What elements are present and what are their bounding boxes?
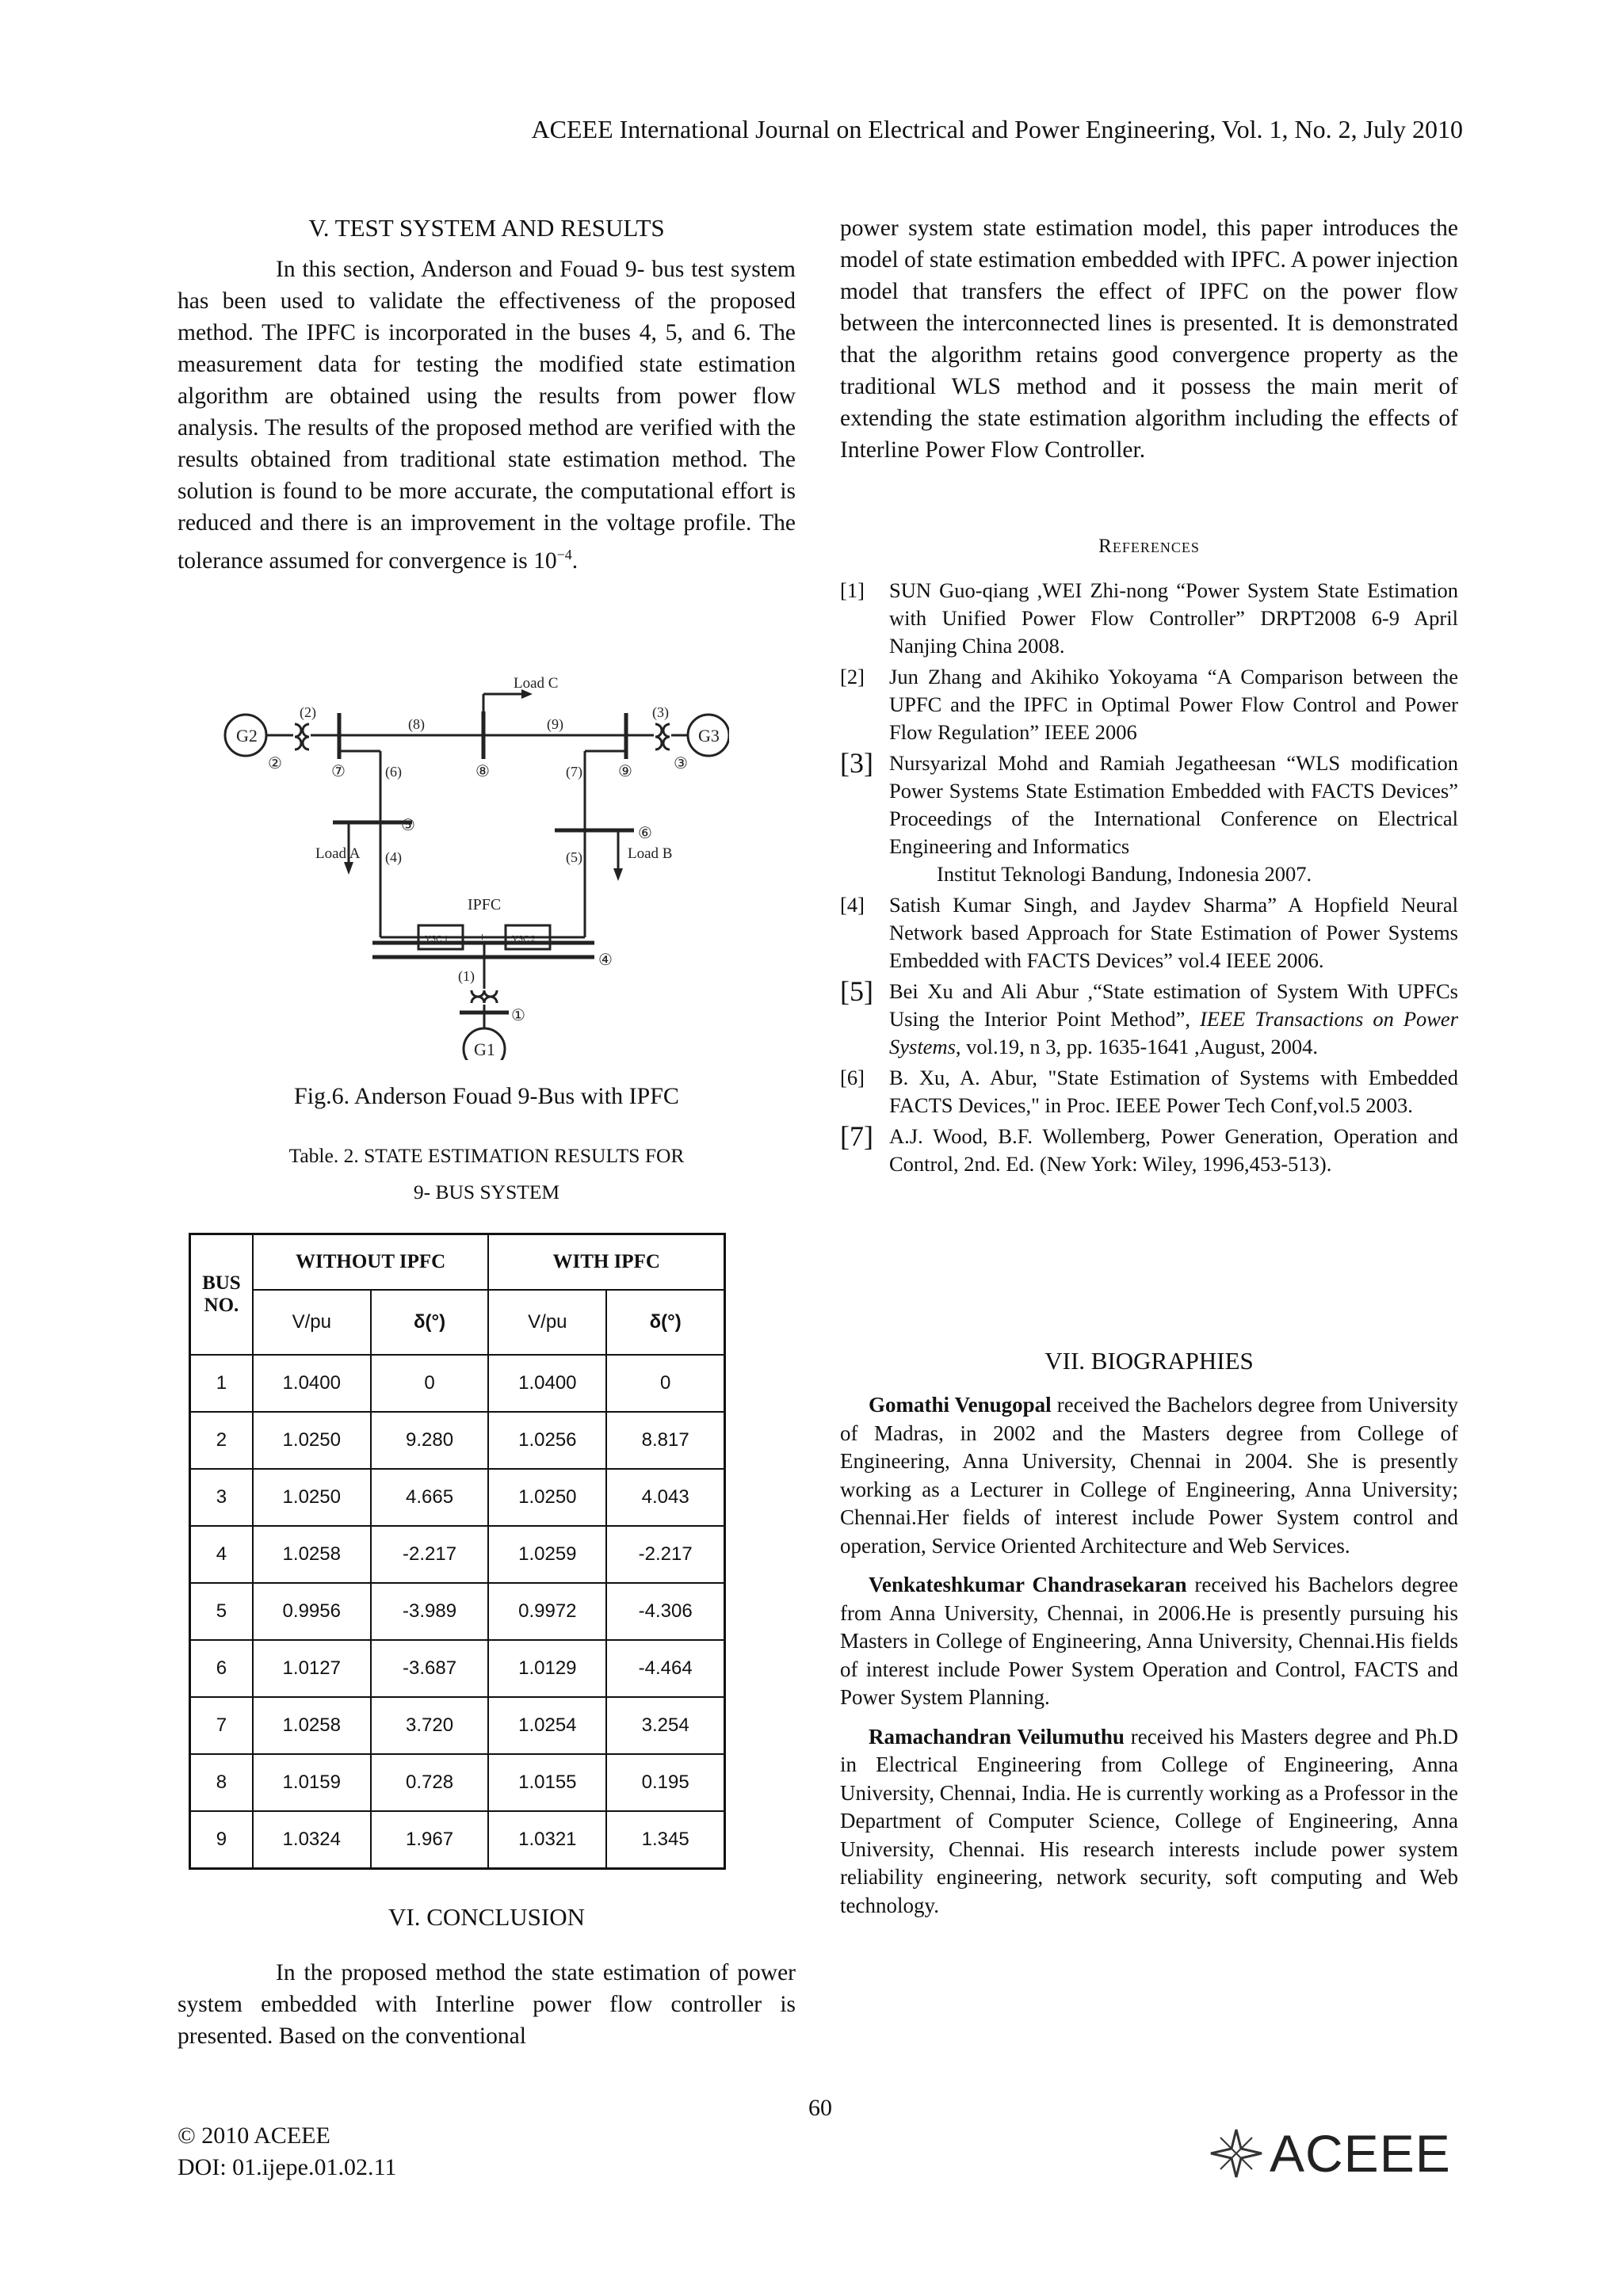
aceee-star-icon: [1205, 2125, 1268, 2180]
table-cell: 3.720: [371, 1697, 489, 1754]
footer-copyright: © 2010 ACEEE DOI: 01.ijepe.01.02.11: [178, 2122, 397, 2180]
table-cell: 4: [190, 1526, 253, 1583]
table-cell: 1.0155: [488, 1754, 606, 1811]
biographies: [840, 1391, 1458, 1920]
svg-text:③: ③: [674, 755, 688, 772]
table-cell: 1.0321: [488, 1811, 606, 1869]
table-row: [190, 1526, 725, 1583]
table-cell: 1.967: [371, 1811, 489, 1869]
table-cell: -4.306: [606, 1583, 724, 1640]
reference-item: [4] Satish Kumar Singh, and Jaydev Sharma” A Hopfield Neural Network based Approach for State Estimation of Power Systems Embedded with FACTS Devices” vol.4 IEEE 2006.: [840, 893, 1458, 972]
table-cell: 5: [190, 1583, 253, 1640]
svg-text:VSC 1: VSC 1: [425, 934, 449, 944]
table-cell: -3.687: [371, 1640, 489, 1697]
svg-text:④: ④: [598, 952, 613, 969]
table-cell: 1.0254: [488, 1697, 606, 1754]
section-5: [178, 212, 796, 577]
table-cell: 1.0127: [253, 1640, 371, 1697]
svg-text:(7): (7): [566, 764, 582, 780]
aceee-logo: ACEEE: [1205, 2117, 1458, 2188]
without-ipfc-header: WITHOUT IPFC: [253, 1234, 489, 1290]
table-cell: 1.0250: [488, 1469, 606, 1526]
table-caption: Table. 2. STATE ESTIMATION RESULTS FOR 9- BUS SYSTEM: [288, 1144, 685, 1203]
table-cell: 1.0324: [253, 1811, 371, 1869]
table-cell: 9: [190, 1811, 253, 1869]
svg-text:+: +: [479, 931, 487, 944]
table-cell: 1.345: [606, 1811, 724, 1869]
svg-text:(8): (8): [408, 716, 425, 732]
journal-header: ACEEE International Journal on Electrical and Power Engineering, Vol. 1, No. 2, July 2010: [531, 115, 1463, 143]
table-cell: 0.195: [606, 1754, 724, 1811]
svg-text:(6): (6): [385, 764, 402, 780]
svg-text:⑤: ⑤: [401, 817, 415, 834]
table-cell: -2.217: [606, 1526, 724, 1583]
svg-text:⑨: ⑨: [618, 763, 632, 780]
table-cell: 1.0258: [253, 1526, 371, 1583]
conclusion-paragraph-right: power system state estimation model, this paper introduces the model of state estimation embedded with IPFC. A power injection model that transfers the effect of IPFC on the power flow between the interconnected lines is presented. It is demonstrated that the algorithm retains good convergence property as the traditional WLS method and it possess the main merit of extending the state estimation algorithm including the effects of Interline Power Flow Controller.: [840, 215, 1458, 463]
bio-item: Gomathi Venugopal received the Bachelors degree from University of Madras, in 2002 and the Masters degree from College of Engineering, Anna University, Chennai in 2004. She is presently working as a Lecturer in College of Engineering, Anna University; Chennai.Her fields of interest include Power System control and operation, Service Oriented Architecture and Web Services.: [840, 1393, 1458, 1558]
table-cell: -4.464: [606, 1640, 724, 1697]
table-cell: 2: [190, 1412, 253, 1469]
svg-text:G1: G1: [474, 1039, 495, 1059]
table-cell: 1.0258: [253, 1697, 371, 1754]
reference-item: [1] SUN Guo-qiang ,WEI Zhi-nong “Power System State Estimation with Unified Power Flow Controller” DRPT2008 6-9 April Nanjing China 2008.: [840, 578, 1458, 658]
svg-text:⑥: ⑥: [638, 825, 652, 842]
table-cell: 1.0250: [253, 1412, 371, 1469]
svg-text:⑦: ⑦: [331, 763, 346, 780]
table-cell: 0: [371, 1355, 489, 1412]
svg-text:(2): (2): [300, 704, 316, 720]
table-cell: 1.0259: [488, 1526, 606, 1583]
svg-text:VSC 2: VSC 2: [512, 934, 536, 944]
v-pu-header: V/pu: [253, 1290, 371, 1355]
svg-text:Load C: Load C: [514, 675, 559, 692]
section-5-paragraph: In this section, Anderson and Fouad 9- bus test system has been used to validate the effectiveness of the proposed method. The IPFC is incorporated in the buses 4, 5, and 6. The measurement data for testing the modified state estimation algorithm are obtained using the results from power flow analysis. The results of the proposed method are verified with the results obtained from traditional state estimation method. The solution is found to be more accurate, the computational effort is reduced and there is an improvement in the voltage profile. The tolerance assumed for convergence is $10^{-4}$.: [178, 257, 796, 574]
bus-no-header: BUS NO.: [190, 1234, 253, 1355]
table-row: [190, 1697, 725, 1754]
table-cell: 7: [190, 1697, 253, 1754]
table-row: [190, 1469, 725, 1526]
svg-text:①: ①: [511, 1007, 525, 1024]
table-row: [190, 1640, 725, 1697]
figure-caption: Fig.6. Anderson Fouad 9-Bus with IPFC: [294, 1083, 679, 1109]
page-number: 60: [808, 2095, 832, 2121]
svg-text:Load B: Load B: [628, 845, 673, 862]
references-title: References: [1098, 536, 1200, 557]
svg-text:G2: G2: [236, 726, 258, 746]
table-cell: 1.0250: [253, 1469, 371, 1526]
svg-text:(1): (1): [458, 968, 475, 984]
nine-bus-ipfc-diagram: [206, 672, 729, 1060]
svg-text:IPFC: IPFC: [468, 896, 502, 913]
v-pu-header: V/pu: [488, 1290, 606, 1355]
reference-item: [3] Nursyarizal Mohd and Ramiah Jegatheesan “WLS modification Power Systems State Estimation Embedded with FACTS Devices” Proceedings of the International Conference on Electrical Engineering and Informatics Institut Teknologi Bandung, Indonesia 2007.: [840, 747, 1458, 886]
svg-text:②: ②: [268, 755, 282, 772]
svg-text:G3: G3: [698, 726, 720, 746]
section-6-heading: VI. CONCLUSION: [388, 1903, 585, 1931]
bio-item: Venkateshkumar Chandrasekaran received his Bachelors degree from Anna University, Chennai, in 2006.He is presently pursuing his Masters in College of Engineering, Anna University, Chennai.His fields of interest include Power System Operation and Control, FACTS and Power System Planning.: [840, 1573, 1459, 1709]
reference-item: [6] B. Xu, A. Abur, "State Estimation of Systems with Embedded FACTS Devices," in Proc. IEEE Power Tech Conf,vol.5 2003.: [840, 1066, 1458, 1117]
table-row: [190, 1754, 725, 1811]
section-6: [178, 1901, 796, 2052]
load-a-arrow: [344, 862, 353, 875]
table-cell: -2.217: [371, 1526, 489, 1583]
reference-item: [7] A.J. Wood, B.F. Wollemberg, Power Generation, Operation and Control, 2nd. Ed. (New York: Wiley, 1996,453-513).: [840, 1120, 1458, 1176]
table-cell: -3.989: [371, 1583, 489, 1640]
table-cell: 1.0256: [488, 1412, 606, 1469]
load-b-arrow: [613, 868, 623, 881]
table-cell: 1.0159: [253, 1754, 371, 1811]
table-cell: 4.043: [606, 1469, 724, 1526]
state-estimation-table: [189, 1233, 726, 1870]
conclusion-continued: [840, 212, 1458, 466]
table-cell: 1.0400: [253, 1355, 371, 1412]
table-row: [190, 1412, 725, 1469]
svg-text:(9): (9): [547, 716, 563, 732]
table-cell: 1: [190, 1355, 253, 1412]
table-cell: 8: [190, 1754, 253, 1811]
table-cell: 8.817: [606, 1412, 724, 1469]
table-cell: 0: [606, 1355, 724, 1412]
section-5-heading: V. TEST SYSTEM AND RESULTS: [308, 214, 665, 242]
table-cell: 3.254: [606, 1697, 724, 1754]
svg-text:(5): (5): [566, 849, 582, 865]
references-list: [840, 577, 1458, 1178]
table-cell: 1.0400: [488, 1355, 606, 1412]
table-cell: 4.665: [371, 1469, 489, 1526]
delta-header: δ(°): [606, 1290, 724, 1355]
reference-item: [5] Bei Xu and Ali Abur ,“State estimation of System With UPFCs Using the Interior Point Method”, IEEE Transactions on Power Systems, vol.19, n 3, pp. 1635-1641 ,August, 2004.: [840, 975, 1459, 1058]
svg-text:Load A: Load A: [315, 845, 361, 862]
table-row: [190, 1355, 725, 1412]
with-ipfc-header: WITH IPFC: [488, 1234, 724, 1290]
table-cell: 9.280: [371, 1412, 489, 1469]
bio-item: Ramachandran Veilumuthu received his Masters degree and Ph.D in Electrical Engineering from College of Engineering, Anna University, Chennai, India. He is currently working as a Professor in the Department of Computer Science, College of Engineering, Anna University, Chennai. His research interests include power system reliability engineering, network security, soft computing and Web technology.: [840, 1724, 1458, 1917]
biographies-heading: VII. BIOGRAPHIES: [1044, 1347, 1254, 1375]
svg-text:(3): (3): [652, 704, 669, 720]
table-row: [190, 1583, 725, 1640]
table-cell: 0.9956: [253, 1583, 371, 1640]
svg-text:⑧: ⑧: [475, 763, 490, 780]
table-cell: 3: [190, 1469, 253, 1526]
table-cell: 6: [190, 1640, 253, 1697]
reference-item: [2] Jun Zhang and Akihiko Yokoyama “A Comparison between the UPFC and the IPFC in Optimal Power Flow Control and Power Flow Regulation” IEEE 2006: [840, 665, 1458, 744]
table-cell: 1.0129: [488, 1640, 606, 1697]
conclusion-paragraph-left: In the proposed method the state estimation of power system embedded with Interline power flow controller is presented. Based on the conventional: [178, 1960, 796, 2049]
table-row: [190, 1811, 725, 1869]
table-cell: 0.728: [371, 1754, 489, 1811]
table-cell: 0.9972: [488, 1583, 606, 1640]
svg-text:(4): (4): [385, 849, 402, 865]
delta-header: δ(°): [371, 1290, 489, 1355]
